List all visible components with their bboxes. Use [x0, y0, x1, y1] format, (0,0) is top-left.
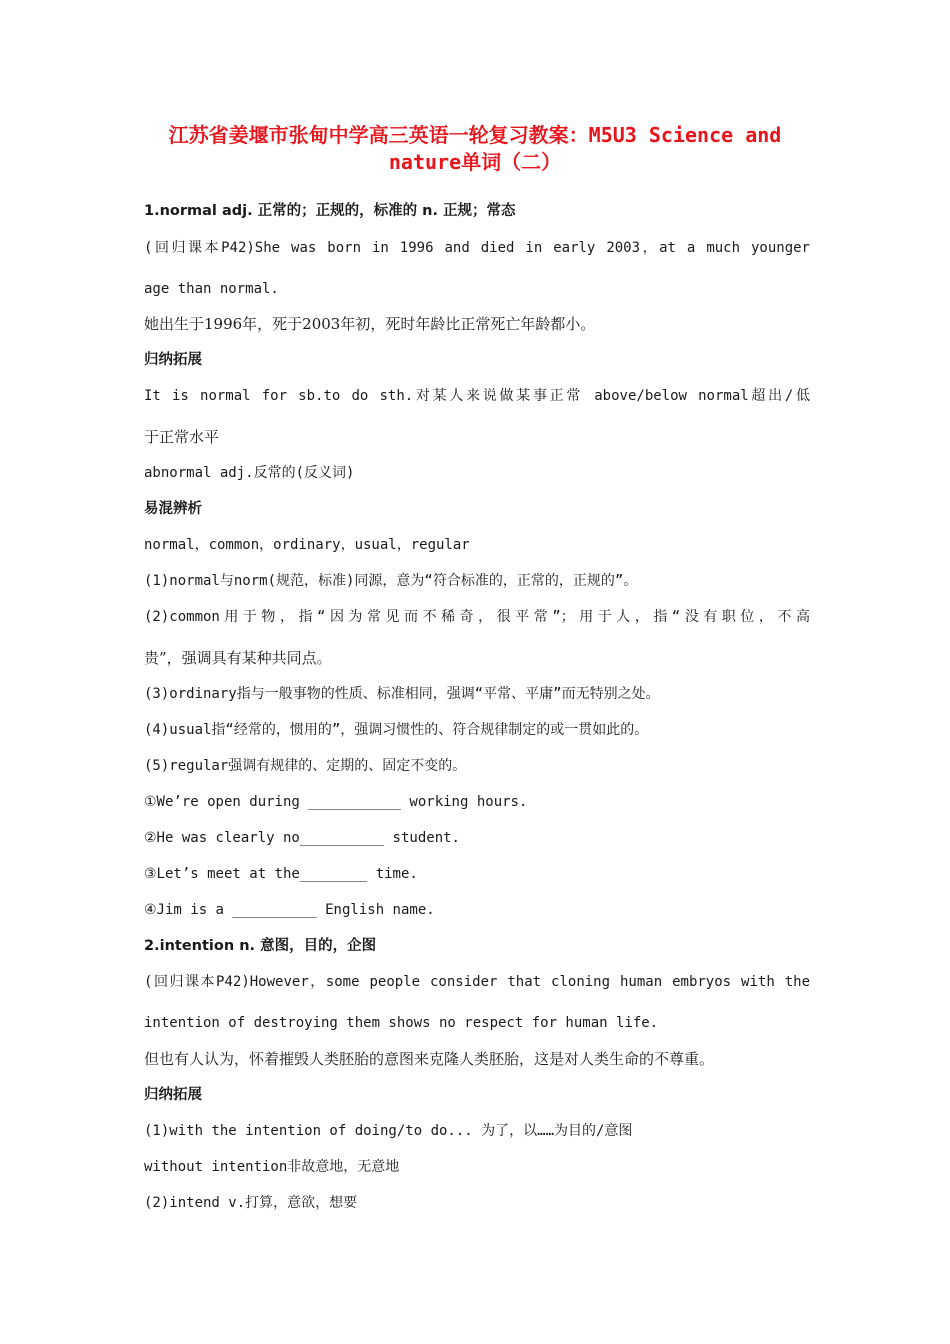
distinction-item: (4)usual指“经常的，惯用的”，强调习惯性的、符合规律制定的或一贯如此的。 [144, 722, 649, 738]
entry-heading-normal: 1.normal adj. 正常的；正规的，标准的 n. 正规；常态 [144, 203, 516, 219]
textbook-example-cont: intention of destroying them shows no respect for human life. [144, 1015, 659, 1031]
distinction-item: (2)common用于物，指“因为常见而不稀奇，很平常”；用于人，指“没有职位，不高 [144, 609, 810, 625]
section-heading: 归纳拓展 [144, 352, 202, 368]
textbook-example: (回归课本P42)She was born in 1996 and died in early 2003，at a much younger [144, 240, 810, 256]
distinction-item: (3)ordinary指与一般事物的性质、标准相同，强调“平常、平庸”而无特别之处。 [144, 686, 660, 702]
textbook-example: (回归课本P42)However，some people consider that cloning human embryos with the [144, 974, 810, 990]
expansion-text-cont: 于正常水平 [144, 428, 220, 446]
exercise-item: ②He was clearly no__________ student. [144, 830, 460, 846]
section-heading: 归纳拓展 [144, 1087, 202, 1103]
title-line-1: 江苏省姜堰市张甸中学高三英语一轮复习教案：M5U3 Science and [168, 123, 782, 147]
distinction-item: (1)normal与norm(规范，标准)同源，意为“符合标准的，正常的，正规的”。 [144, 573, 638, 589]
section-heading: 易混辨析 [144, 501, 202, 517]
expansion-item: without intention非故意地，无意地 [144, 1159, 400, 1175]
exercise-item: ④Jim is a __________ English name. [144, 902, 435, 918]
antonym-note: abnormal adj.反常的(反义词) [144, 465, 355, 481]
expansion-item: (1)with the intention of doing/to do... 为了，以……为目的/意图 [144, 1123, 633, 1139]
translation: 她出生于1996年，死于2003年初，死时年龄比正常死亡年龄都小。 [144, 315, 596, 333]
expansion-item: (2)intend v.打算，意欲，想要 [144, 1195, 358, 1211]
document-title [140, 122, 810, 176]
textbook-example-cont: age than normal. [144, 281, 279, 297]
translation: 但也有人认为，怀着摧毁人类胚胎的意图来克隆人类胚胎，这是对人类生命的不尊重。 [144, 1050, 715, 1068]
expansion-text: It is normal for sb.to do sth.对某人来说做某事正常 above/below normal超出/低 [144, 388, 810, 404]
exercise-item: ①We’re open during ___________ working hours. [144, 794, 528, 810]
distinction-item-cont: 贵”，强调具有某种共同点。 [144, 649, 332, 667]
entry-heading-intention: 2.intention n. 意图，目的，企图 [144, 938, 377, 954]
exercise-item: ③Let’s meet at the________ time. [144, 866, 418, 882]
word-list: normal，common，ordinary，usual，regular [144, 537, 470, 553]
title-line-2: nature单词（二） [388, 150, 562, 174]
distinction-item: (5)regular强调有规律的、定期的、固定不变的。 [144, 758, 467, 774]
